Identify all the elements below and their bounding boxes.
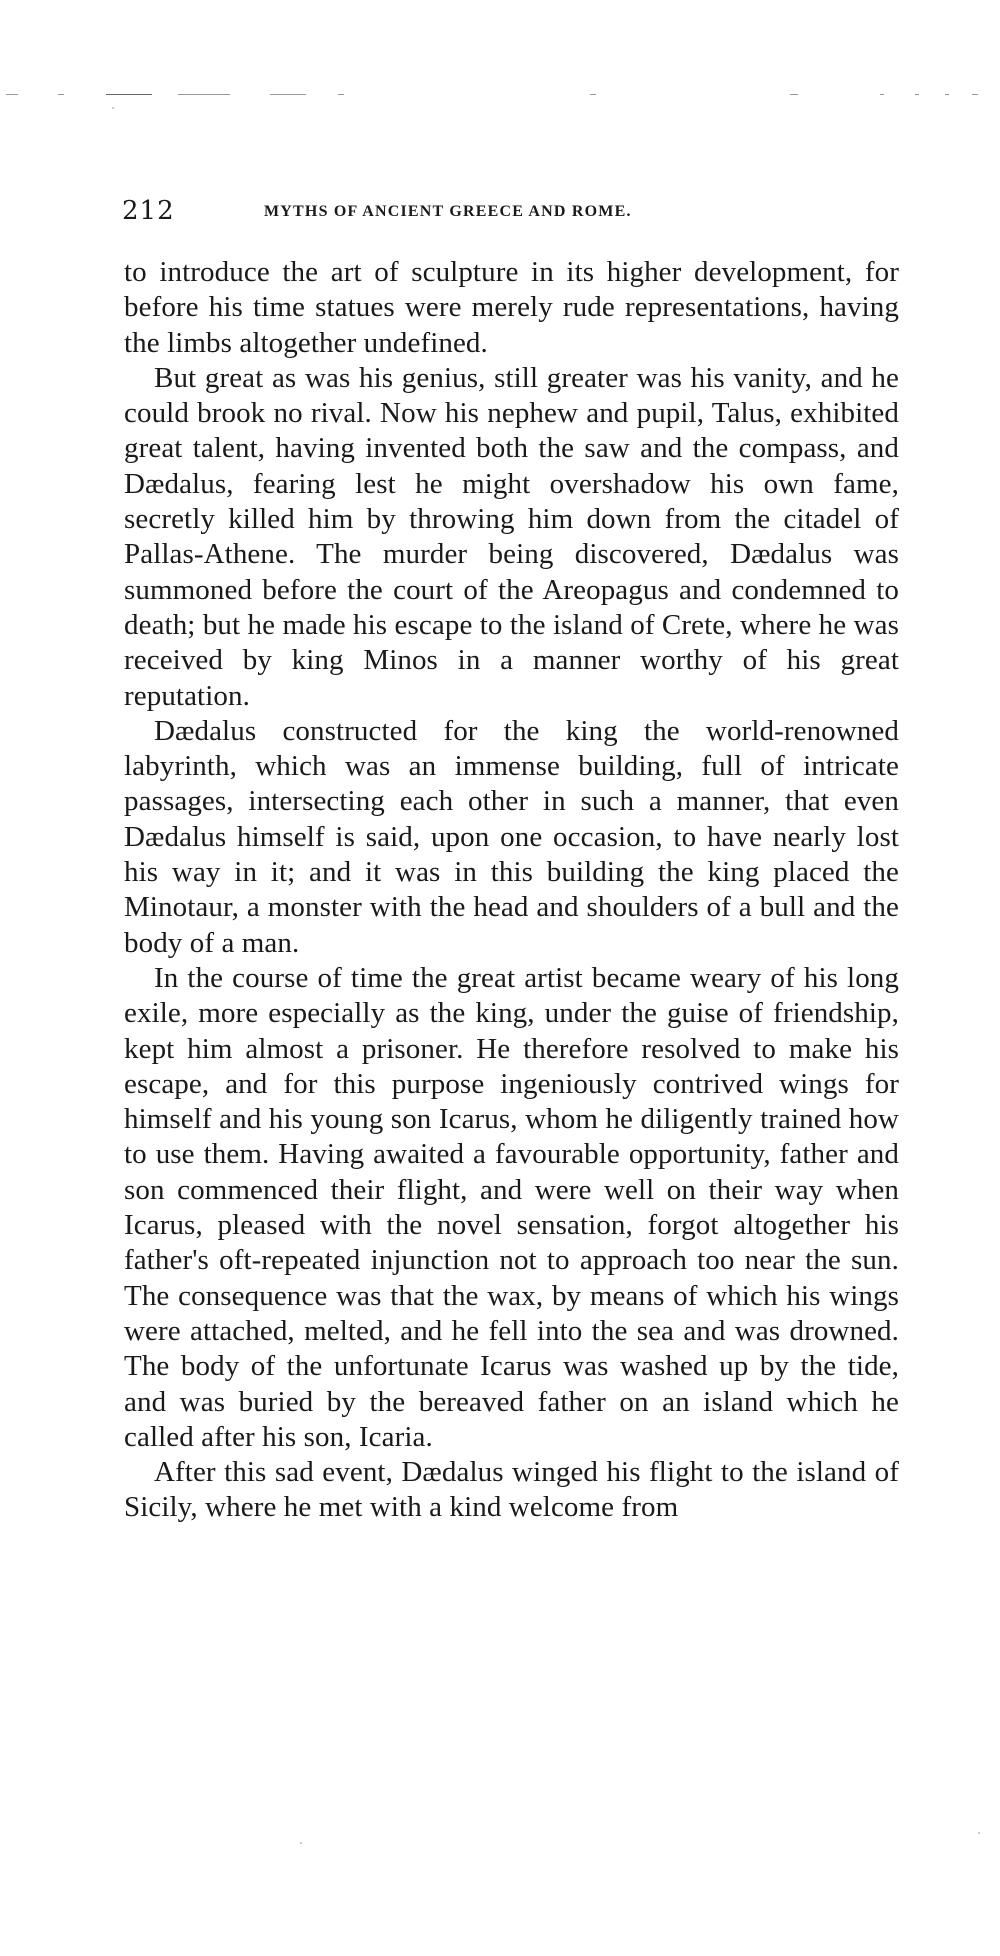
- paragraph-talus: But great as was his genius, still greater was his vanity, and he could brook no rival. Now his nephew and pupil, Talus, exhibited great talent, having invented both the saw and the compass, and Dædalus, fearing lest he might overshadow his own fame, secretly killed him by throwing him down from the citadel of Pallas-Athene. The murder being discovered, Dædalus was summoned before the court of the Areopagus and condemned to death; but he made his escape to the island of Crete, where he was received by king Minos in a manner worthy of his great reputation.: [124, 361, 899, 712]
- scan-speck: [978, 1832, 980, 1834]
- paragraph-icarus: In the course of time the great artist became weary of his long exile, more especially as the king, under the guise of friendship, kept him almost a prisoner. He therefore resolved to make his escape, and for this purpose ingeniously contrived wings for himself and his young son Icarus, whom he diligently trained how to use them. Having awaited a favourable opportunity, father and son commenced their flight, and were well on their way when Icarus, pleased with the novel sensation, forgot altogether his father's oft-repeated injunction not to approach too near the sun. The consequence was that the wax, by means of which his wings were attached, melted, and he fell into the sea and was drowned. The body of the unfortunate Icarus was washed up by the tide, and was buried by the bereaved father on an island which he called after his son, Icaria.: [124, 961, 899, 1453]
- paragraph-labyrinth: Dædalus constructed for the king the world-renowned labyrinth, which was an immense building, full of intricate passages, intersecting each other in such a manner, that even Dædalus himself is said, upon one occasion, to have nearly lost his way in it; and it was in this building the king placed the Minotaur, a monster with the head and shoulders of a bull and the body of a man.: [124, 714, 899, 959]
- paragraph-sicily: After this sad event, Dædalus winged his flight to the island of Sicily, where he met with a kind welcome from: [124, 1456, 899, 1524]
- scan-artifact-row: [0, 88, 1000, 102]
- paragraph-continued: to introduce the art of sculpture in its higher development, for before his time statues were merely rude representations, having the limbs altogether undefined.: [124, 256, 899, 359]
- page-header: [122, 196, 902, 230]
- scan-speck: [300, 1842, 302, 1844]
- body-text: [124, 255, 899, 1526]
- running-title: MYTHS OF ANCIENT GREECE AND ROME.: [264, 203, 632, 220]
- page-number: 212: [122, 196, 175, 226]
- scan-speck: [112, 107, 114, 109]
